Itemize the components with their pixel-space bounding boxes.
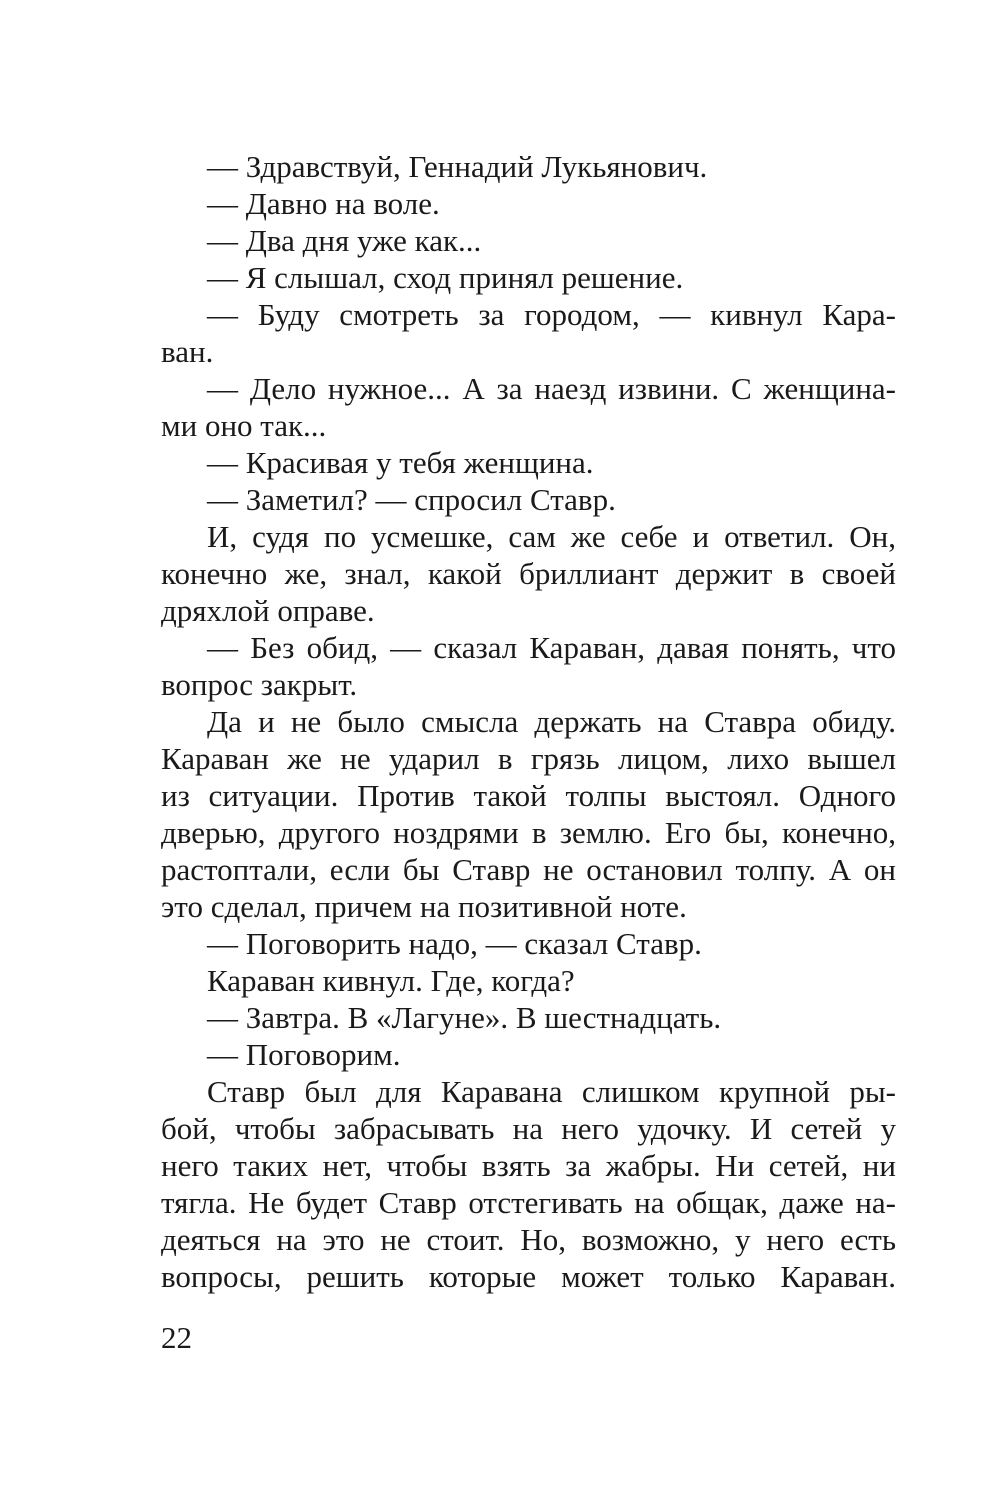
text-line: вопрос закрыт.: [161, 667, 358, 702]
text-line: ван.: [161, 334, 214, 369]
text-line: — Поговорим.: [207, 1037, 401, 1072]
text-line: — Завтра. В «Лагуне». В шестнадцать.: [207, 1000, 722, 1035]
text-line: Ставр был для Каравана слишком крупной ры-: [207, 1074, 896, 1109]
text-line: Да и не было смысла держать на Ставра обиду.: [207, 704, 896, 739]
text-line: — Здравствуй, Геннадий Лукьянович.: [207, 149, 708, 184]
text-line: ми оно так...: [161, 408, 327, 443]
page-number: 22: [161, 1320, 192, 1355]
text-line: дверью, другого ноздрями в землю. Его бы, конечно,: [161, 815, 896, 850]
text-line: это сделал, причем на позитивной ноте.: [161, 889, 687, 924]
text-line: И, судя по усмешке, сам же себе и ответил. Он,: [207, 519, 896, 554]
text-line: тягла. Не будет Ставр отстегивать на общак, даже на-: [161, 1185, 896, 1220]
text-line: — Я слышал, сход принял решение.: [207, 260, 684, 295]
text-line: — Давно на воле.: [207, 186, 440, 221]
text-line: — Поговорить надо, — сказал Ставр.: [207, 926, 702, 961]
text-line: Караван кивнул. Где, когда?: [207, 963, 575, 998]
text-line: из ситуации. Против такой толпы выстоял. Одного: [161, 778, 896, 813]
text-line: — Без обид, — сказал Караван, давая понять, что: [207, 630, 896, 665]
text-line: растоптали, если бы Ставр не остановил толпу. А он: [161, 852, 896, 887]
text-line: Караван же не ударил в грязь лицом, лихо вышел: [161, 741, 896, 776]
text-line: — Заметил? — спросил Ставр.: [207, 482, 616, 517]
text-line: — Дело нужное... А за наезд извини. С женщина-: [207, 371, 896, 406]
text-line: него таких нет, чтобы взять за жабры. Ни сетей, ни: [161, 1148, 896, 1183]
text-line: вопросы, решить которые может только Караван.: [161, 1259, 896, 1294]
text-line: деяться на это не стоит. Но, возможно, у него есть: [161, 1222, 896, 1257]
text-line: — Буду смотреть за городом, — кивнул Кара-: [207, 297, 896, 332]
text-line: — Красивая у тебя женщина.: [207, 445, 594, 480]
text-line: — Два дня уже как...: [207, 223, 482, 258]
text-line: бой, чтобы забрасывать на него удочку. И сетей у: [161, 1111, 896, 1146]
text-line: дряхлой оправе.: [161, 593, 375, 628]
text-line: конечно же, знал, какой бриллиант держит в своей: [161, 556, 896, 591]
